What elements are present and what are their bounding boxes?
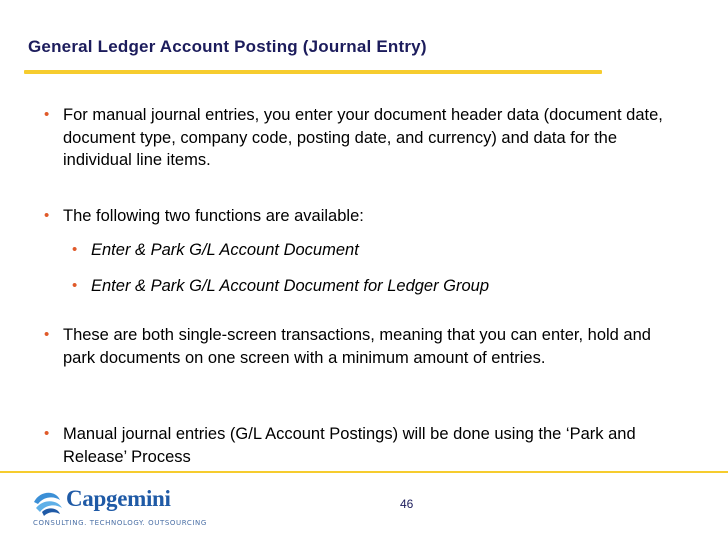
bullet-icon: •: [44, 207, 50, 224]
sub-bullet-item: [64, 275, 489, 297]
slide-title: General Ledger Account Posting (Journal Entry): [28, 37, 427, 56]
bullet-item: [36, 104, 686, 172]
sub-bullet-text: Enter & Park G/L Account Document: [91, 241, 359, 259]
bullet-text: For manual journal entries, you enter your document header data (document date, document type, company code, posting date, and currency) and data for the individual line items.: [63, 106, 663, 169]
sub-bullet-text: Enter & Park G/L Account Document for Ledger Group: [91, 277, 490, 295]
footer-divider: [0, 471, 728, 473]
logo-wordmark: Capgemini: [66, 486, 171, 511]
bullet-icon: •: [72, 277, 78, 294]
logo-tagline: CONSULTING. TECHNOLOGY. OUTSOURCING: [33, 519, 207, 527]
sub-bullet-item: [64, 239, 359, 261]
bullet-text: Manual journal entries (G/L Account Postings) will be done using the ‘Park and Release’ Process: [63, 425, 636, 466]
page-number: 46: [400, 497, 414, 511]
bullet-text: The following two functions are available:: [63, 207, 364, 225]
bullet-icon: •: [44, 106, 50, 123]
bullet-text: These are both single-screen transactions, meaning that you can enter, hold and park documents on one screen with a minimum amount of entries.: [63, 326, 651, 367]
bullet-item: [36, 423, 686, 468]
bullet-item: [36, 205, 686, 228]
bullet-item: [36, 324, 686, 369]
bullet-icon: •: [44, 425, 50, 442]
bullet-icon: •: [44, 326, 50, 343]
bullet-icon: •: [72, 241, 78, 258]
title-underline: [24, 70, 602, 74]
